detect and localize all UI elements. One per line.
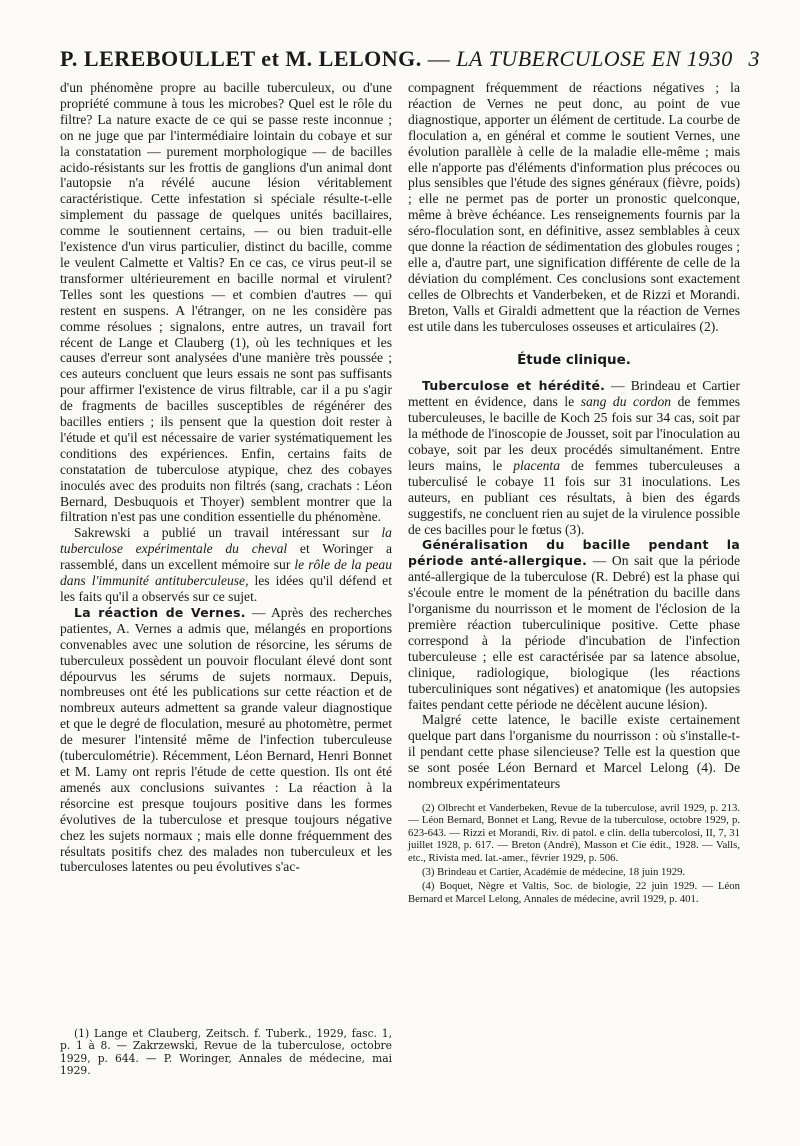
running-header xyxy=(60,46,760,76)
subheading: Tuberculose et hérédité. xyxy=(422,378,606,394)
right-column xyxy=(408,80,740,907)
left-column xyxy=(60,80,392,875)
paragraph: d'un phénomène propre au bacille tuberculeux, ou d'une propriété commune à tous les microbes? Quel est le rôle du filtre? La nature exacte de ce qui se passe reste inconnue ; on ne juge que par l'intermédiaire lointain du cobaye et sur la constatation — purement morphologique — de bacilles acido-résistants sur les frottis de ganglions d'un animal dont l'autopsie n'a révélé aucune lésion véritablement caractéristique. Cette infestation si spéciale résulte-t-elle simplement du passage de quelques unités bacillaires, comme le soutiennent certains, — ou bien traduit-elle l'existence d'un virus particulier, distinct du bacille, comme le veulent Calmette et Valtis? En ce cas, ce virus peut-il se transformer ultérieurement en bacille normal et virulent? Telles sont les questions — et combien d'autres — qui restent en suspens. A l'étranger, on ne les considère pas comme résolues ; signalons, entre autres, un travail fort récent de Lange et Clauberg (1), où les techniques et les causes d'erreur sont analysées d'une manière très poussée ; ces auteurs concluent que leurs essais ne sont pas suffisants pour affirmer l'existence de virus filtrable, car il a pu s'agir de fragments de bacilles susceptibles de régénérer des bacilles entiers ; ils pensent que la question doit rester à l'étude et qu'il est nécessaire de varier systématiquement les conditions des expériences. Enfin, certains faits de constatation de tuberculose atypique, chez des cobayes inoculés avec des produits non filtrés (sang, crachats : Léon Bernard, Desbuquois et Thoyer) semblent montrer que la filtration n'est pas une condition essentielle du phénomène. xyxy=(60,80,392,525)
page-number: 3 xyxy=(748,46,760,71)
subheading: La réaction de Vernes. xyxy=(74,604,246,620)
paragraph: Tuberculose et hérédité. — Brindeau et Cartier mettent en évidence, dans le sang du cordon de femmes tuberculeuses, le bacille de Koch 25 fois sur 34 cas, soit par la méthode de l'inoscopie de Jousset, soit par l'inoculation au cobaye, soit par les deux procédés simultanément. Entre leurs mains, le placenta de femmes tuberculeuses a tuberculisé le cobaye 11 fois sur 31 inoculations. Les auteurs, en publiant ces résultats, à bien des égards suggestifs, ne concluent rien au sujet de la virulence possible de ces bacilles pour le fœtus (3). xyxy=(408,378,741,537)
paragraph: Malgré cette latence, le bacille existe certainement quelque part dans l'organisme du nourrisson : où s'installe-t-il pendant cette phase silencieuse? Telle est la question que se sont posée Léon Bernard et Marcel Lelong (4). De nombreux expérimentateurs xyxy=(408,712,740,792)
paragraph: compagnent fréquemment de réactions négatives ; la réaction de Vernes ne peut donc, au point de vue diagnostique, apporter un élément de certitude. La courbe de floculation a, en général et comme le soutient Vernes, une évolution parallèle à celle de la maladie elle-même ; mais elle n'apporte pas d'éléments d'information plus précoces ou plus sensibles que l'étude des signes généraux (fièvre, poids) ; elle ne permet pas de porter un pronostic quelconque, même à brève échéance. Les renseignements fournis par la séro-floculation sont, en définitive, assez semblables à ceux que donne la réaction de sédimentation des globules rouges ; elle a, d'autre part, une signification différente de celle de la déviation du complément. Ces conclusions sont exactement celles de Olbrechts et Vanderbeken, et de Rizzi et Morandi. Breton, Valls et Giraldi admettent que la réaction de Vernes est utile dans les tuberculoses osseuses et articulaires (2). xyxy=(408,80,740,334)
footnote: (3) Brindeau et Cartier, Académie de médecine, 18 juin 1929. xyxy=(422,866,686,878)
header-authors: P. LEREBOULLET et M. LELONG. xyxy=(60,46,422,71)
paragraph: Sakrewski a publié un travail intéressant sur la tuberculose expérimentale du cheval et Woringer a rassemblé, dans un excellent mémoire sur le rôle de la peau dans l'immunité antituberculeuse, les idées qu'il défend et les faits qu'il a observés sur ce sujet. xyxy=(60,525,393,604)
footnote: (1) Lange et Clauberg, Zeitsch. f. Tuberk., 1929, fasc. 1, p. 1 à 8. — Zakrzewski, Revue de la tuberculose, octobre 1929, p. 644. — P. Woringer, Annales de médecine, mai 1929. xyxy=(60,1027,392,1078)
footnote: (4) Boquet, Nègre et Valtis, Soc. de biologie, 22 juin 1929. — Léon Bernard et Marcel Lelong, Annales de médecine, avril 1929, p. 401. xyxy=(408,880,740,905)
paragraph: Généralisation du bacille pendant la période anté-allergique. — On sait que la période anté-allergique de la tuberculose (R. Debré) est la phase qui s'écoule entre le moment de la pénétration du bacille dans l'organisme du nourrisson et le moment de l'éclosion de la première réaction tuberculinique positive. Cette phase correspond à la période d'incubation de l'infection tuberculeuse ; elle est caractérisée par sa latence absolue, clinique, radiologique, biologique (les réactions tuberculiniques sont négatives) et anatomique (les autopsies faites pendant cette période ne décèlent aucune lésion). xyxy=(408,537,740,712)
footnotes-left xyxy=(60,1028,392,1080)
paragraph: La réaction de Vernes. — Après des recherches patientes, A. Vernes a admis que, mélangés en proportions convenables avec une solution de résorcine, les sérums de tuberculeux possèdent un pouvoir floculant élevé dont sont dépourvus les sérums de sujets normaux. Depuis, nombreuses ont été les publications sur cette réaction et de nombreux auteurs admettent sa grande valeur diagnostique et que le degré de floculation, mesuré au photomètre, permet de mesurer l'intensité même de l'infection tuberculeuse (tuberculométrie). Récemment, Léon Bernard, Henri Bonnet et M. Lamy ont repris l'étude de cette question. Ils ont été amenés aux conclusions suivantes : La réaction à la résorcine est presque toujours positive dans les formes évolutives de la tuberculose et presque toujours négative chez les sujets normaux ; mais elle donne fréquemment des résultats positifs chez des malades non tuberculeux et les tuberculoses latentes ou peu évolutives s'ac- xyxy=(60,604,392,875)
section-heading: Étude clinique. xyxy=(517,351,631,368)
footnotes-right xyxy=(408,802,740,905)
subheading: Généralisation du bacille pendant la période anté-allergique. xyxy=(408,537,740,569)
header-dash: — xyxy=(427,46,451,71)
header-title: LA TUBERCULOSE EN 1930 xyxy=(456,46,733,71)
footnote: (2) Olbrecht et Vanderbeken, Revue de la tuberculose, avril 1929, p. 213. — Léon Bernard, Bonnet et Lang, Revue de la tuberculose, octobre 1929, p. 623-643. — Rizzi et Morandi, Riv. di patol. e clin. della tubercolosi, II, 7, 31 juillet 1928, p. 617. — Breton (André), Masson et Cie édit., 1928. — Valls, etc., Rivista med. lat.-amer., février 1929, p. 506. xyxy=(408,801,740,864)
